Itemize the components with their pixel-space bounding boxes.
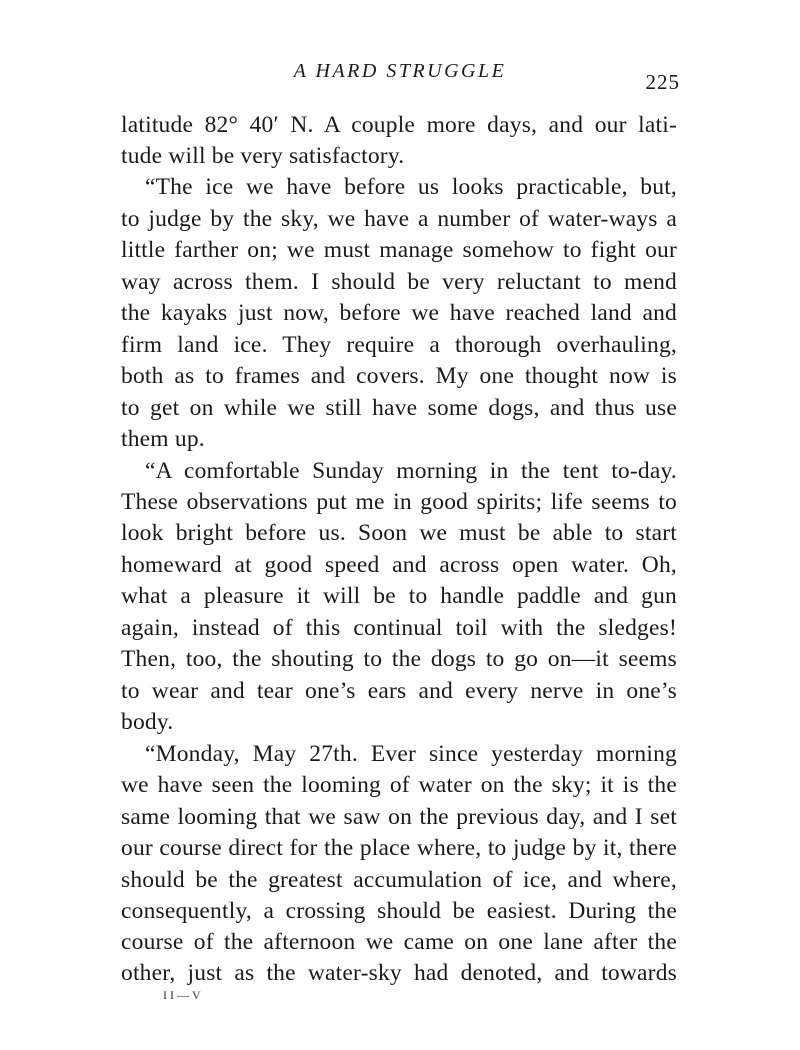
text-line: what a pleasure it will be to handle paddle and gun bbox=[121, 583, 677, 609]
text-line: look bright before us. Soon we must be able to start bbox=[121, 520, 677, 546]
text-line: to get on while we still have some dogs, and thus use bbox=[121, 395, 677, 421]
page-number: 225 bbox=[645, 70, 680, 94]
text-line: to wear and tear one’s ears and every nerve in one’s bbox=[121, 678, 677, 704]
text-line: should be the greatest accumulation of ice, and where, bbox=[121, 867, 677, 893]
text-line: other, just as the water-sky had denoted, and towards bbox=[121, 960, 677, 986]
text-line: same looming that we saw on the previous day, and I set bbox=[121, 804, 677, 830]
signature-mark: II—V bbox=[163, 988, 204, 1002]
text-line: “A comfortable Sunday morning in the tent to-day. bbox=[145, 458, 677, 484]
text-line: “Monday, May 27th. Ever since yesterday morning bbox=[145, 741, 677, 767]
text-line: course of the afternoon we came on one lane after the bbox=[121, 929, 677, 955]
text-line: Then, too, the shouting to the dogs to go on—it seems bbox=[121, 646, 677, 672]
text-line: to judge by the sky, we have a number of water-ways a bbox=[121, 206, 677, 232]
text-line: homeward at good speed and across open water. Oh, bbox=[121, 552, 677, 578]
text-line: “The ice we have before us looks practicable, but, bbox=[145, 174, 677, 200]
text-line: consequently, a crossing should be easiest. During the bbox=[121, 898, 677, 924]
text-line: both as to frames and covers. My one thought now is bbox=[121, 363, 677, 389]
running-head bbox=[120, 60, 680, 94]
text-line: little farther on; we must manage somehow to fight our bbox=[121, 237, 677, 263]
text-line: way across them. I should be very reluctant to mend bbox=[121, 269, 677, 295]
text-line: firm land ice. They require a thorough overhauling, bbox=[121, 332, 677, 358]
text-line: body. bbox=[121, 709, 174, 735]
text-line: tude will be very satisfactory. bbox=[121, 143, 405, 169]
text-line: our course direct for the place where, to judge by it, there bbox=[121, 835, 677, 861]
text-line: them up. bbox=[121, 426, 205, 452]
text-line: These observations put me in good spirits; life seems to bbox=[121, 489, 677, 515]
text-line: the kayaks just now, before we have reached land and bbox=[121, 300, 677, 326]
text-line: again, instead of this continual toil with the sledges! bbox=[121, 615, 677, 641]
text-line: we have seen the looming of water on the sky; it is the bbox=[121, 772, 677, 798]
running-title: A HARD STRUGGLE bbox=[293, 60, 507, 82]
text-line: latitude 82° 40′ N. A couple more days, and our lati- bbox=[121, 112, 677, 138]
